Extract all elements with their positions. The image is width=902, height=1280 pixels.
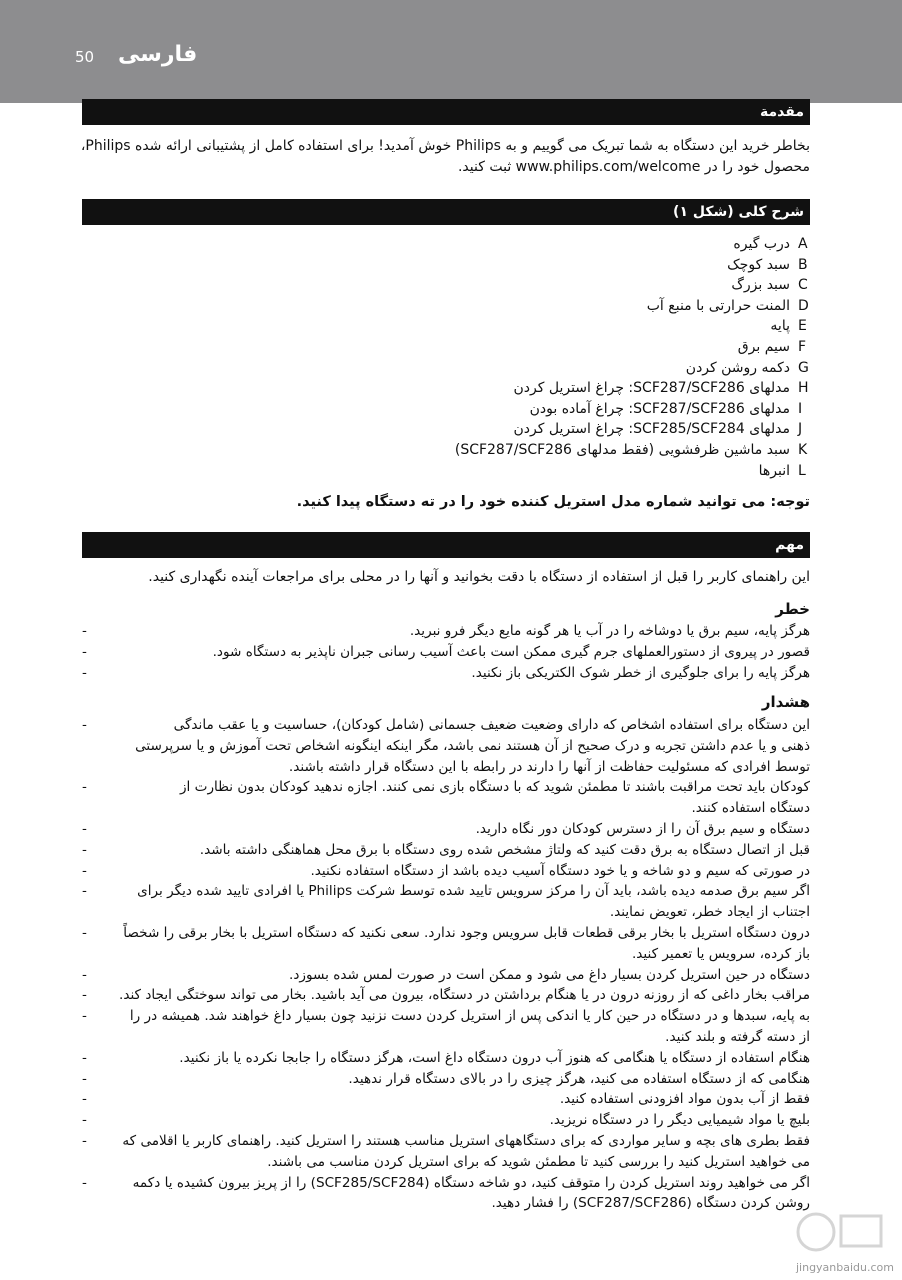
legend-description: مدلهای SCF287/SCF286: چراغ آماده بودن (529, 400, 790, 417)
list-item-line: قبل از اتصال دستگاه به برق دقت کنید که ولتاژ مشخص شده روی دستگاه با برق محل هماهنگی داشته باشد. (199, 841, 810, 858)
list-dash: - (82, 623, 87, 639)
list-item-line: دستگاه استفاده کنند. (691, 800, 810, 817)
language-title: فارسی (118, 42, 198, 67)
watermark-text: jingyanbaidu.com (795, 1261, 894, 1274)
page-header-bar (0, 0, 902, 103)
legend-item (300, 419, 820, 440)
parts-legend (300, 234, 820, 481)
legend-description: سبد بزرگ (731, 277, 790, 294)
legend-item (300, 337, 820, 358)
list-dash: - (82, 924, 87, 941)
list-item-line: هرگز پایه را برای جلوگیری از خطر شوک الکتریکی باز نکنید. (471, 664, 810, 681)
list-dash: - (82, 841, 87, 858)
list-dash: - (82, 862, 87, 879)
intro-text (70, 136, 810, 178)
intro-line-1: بخاطر خرید این دستگاه به شما تبریک می گوییم و به Philips خوش آمدید! برای استفاده کامل از پشتیبانی ارائه شده Philips، (80, 138, 810, 154)
list-dash: - (82, 1112, 87, 1129)
legend-letter: E (798, 318, 807, 335)
list-dash: - (82, 1008, 87, 1025)
legend-letter: B (798, 256, 808, 273)
legend-description: سیم برق (737, 338, 790, 355)
list-dash: - (82, 1132, 87, 1149)
section-title-important: مهم (82, 532, 810, 558)
legend-item (300, 255, 820, 276)
list-item (82, 861, 810, 882)
list-item (82, 840, 810, 861)
list-item (82, 715, 810, 777)
list-item (82, 1048, 810, 1069)
list-item (82, 1110, 810, 1131)
legend-description: پایه (770, 318, 790, 335)
list-item-line: دستگاه و سیم برق آن را از دسترس کودکان دور نگاه دارید. (475, 820, 810, 837)
legend-item (300, 440, 820, 461)
section-title-overview: شرح کلی (شکل ۱) (82, 199, 810, 225)
list-dash: - (82, 987, 87, 1004)
legend-letter: A (798, 236, 808, 252)
list-item-line: قصور در پیروی از دستورالعملهای جرم گیری ممکن است باعث آسیب رسانی جبران ناپذیر به دستگاه شود. (212, 643, 810, 660)
list-item (82, 985, 810, 1006)
legend-letter: H (798, 380, 809, 397)
section-title-intro: مقدمة (82, 99, 810, 125)
list-item-line: اگر می خواهید روند استریل کردن را متوقف کنید، دو شاخه دستگاه (SCF285/SCF284) را از پریز بیرون کشیده یا دکمه (132, 1174, 810, 1191)
list-item-line: از دسته گرفته و بلند کنید. (665, 1028, 810, 1045)
legend-item (300, 399, 820, 420)
legend-item (300, 316, 820, 337)
legend-description: مدلهای SCF285/SCF284: چراغ استریل کردن (513, 421, 790, 438)
legend-item (300, 378, 820, 399)
list-item-line: فقط از آب بدون مواد افزودنی استفاده کنید. (559, 1091, 810, 1108)
list-item-line: کودکان باید تحت مراقبت باشند تا مطمئن شوید که با دستگاه بازی نمی کنند. اجازه ندهید کودکان بدون نظارت از (179, 779, 810, 796)
legend-item (300, 275, 820, 296)
legend-letter: I (798, 400, 803, 417)
list-item (82, 663, 810, 684)
list-item (82, 1006, 810, 1048)
list-item-line: این دستگاه برای استفاده اشخاص که دارای وضعیت ضعیف جسمانی (شامل کودکان)، حساسیت و یا عقب ماندگی (173, 717, 810, 733)
page-number: 50 (75, 48, 95, 66)
list-item-line: روشن کردن دستگاه (SCF287/SCF286) را فشار دهید. (491, 1195, 810, 1212)
legend-item (300, 358, 820, 379)
list-item-line: اجتناب از ایجاد خطر، تعویض نمایند. (609, 904, 810, 921)
list-item-line: مراقب بخار داغی که از روزنه درون در یا هنگام برداشتن در دستگاه، بیرون می آید باشید. بخار می تواند سوختگی ایجاد کند. (119, 987, 810, 1004)
list-dash: - (82, 1091, 87, 1108)
list-item (82, 642, 810, 663)
list-item-line: فقط بطری های بچه و سایر مواردی که برای دستگاههای استریل مناسب هستند را استریل کنید. راهنمای کاربر یا اقلامی که (122, 1132, 810, 1149)
list-item-line: بلیچ یا مواد شیمیایی دیگر را در دستگاه نریزید. (549, 1112, 810, 1129)
list-dash: - (82, 717, 87, 733)
list-item-line: اگر سیم برق صدمه دیده باشد، باید آن را مرکز سرویس تایید شده توسط شرکت Philips یا افرادی تایید شده دیگر برای (137, 883, 810, 900)
legend-description: درب گیره (733, 236, 790, 252)
legend-letter: D (798, 297, 809, 314)
list-item-line: توسط افرادی که مسئولیت حفاظت از آنها را دارند در رابطه با این دستگاه قرار داشته باشند. (288, 758, 810, 775)
list-item (82, 881, 810, 923)
list-dash: - (82, 643, 87, 660)
list-dash: - (82, 1049, 87, 1066)
list-item-line: در صورتی که سیم و دو شاخه و یا خود دستگاه آسیب دیده باشد از دستگاه استفاده نکنید. (310, 862, 810, 879)
legend-letter: K (798, 441, 808, 458)
danger-list (82, 621, 810, 683)
list-item-line: هرگز پایه، سیم برق یا دوشاخه را در آب یا هر گونه مایع دیگر فرو نبرید. (409, 623, 810, 639)
legend-description: المنت حرارتی با منبع آب (646, 297, 790, 314)
list-item-line: هنگامی که از دستگاه استفاده می کنید، هرگز چیزی را در بالای دستگاه قرار ندهید. (348, 1070, 810, 1087)
list-dash: - (82, 1070, 87, 1087)
legend-description: مدلهای SCF287/SCF286: چراغ استریل کردن (513, 380, 790, 397)
important-intro: این راهنمای کاربر را قبل از استفاده از دستگاه با دقت بخوانید و آنها را در محلی برای مراجعات آینده نگهداری کنید. (148, 569, 810, 585)
list-item (82, 965, 810, 986)
list-item (82, 777, 810, 819)
list-item (82, 621, 810, 642)
list-dash: - (82, 820, 87, 837)
list-dash: - (82, 966, 87, 983)
list-dash: - (82, 883, 87, 900)
legend-letter: C (798, 277, 808, 294)
list-item (82, 1069, 810, 1090)
legend-item (300, 461, 820, 482)
list-dash: - (82, 779, 87, 796)
legend-description: دکمه روشن کردن (685, 359, 790, 376)
legend-letter: L (798, 462, 806, 479)
legend-letter: G (798, 359, 809, 376)
list-item (82, 1131, 810, 1173)
list-item (82, 819, 810, 840)
list-item-line: هنگام استفاده از دستگاه یا هنگامی که هنوز آب درون دستگاه داغ است، هرگز دستگاه را جابجا نکرده یا باز نکنید. (179, 1049, 810, 1066)
legend-item (300, 234, 820, 255)
list-dash: - (82, 1174, 87, 1191)
list-item (82, 1173, 810, 1215)
list-item-line: درون دستگاه استریل با بخار برقی قطعات قابل سرویس وجود ندارد. سعی نکنید که دستگاه استریل با بخار برقی را شخصاً (123, 924, 810, 941)
model-note: توجه: می توانید شماره مدل استریل کننده خود را در ته دستگاه پیدا کنید. (296, 494, 810, 510)
legend-letter: J (798, 421, 803, 438)
legend-letter: F (798, 338, 807, 355)
list-dash: - (82, 664, 87, 681)
legend-description: سبد ماشین ظرفشویی (فقط مدلهای SCF287/SCF286) (454, 441, 790, 458)
list-item (82, 923, 810, 965)
danger-heading: خطر (775, 600, 810, 618)
list-item-line: به پایه، سبدها و در دستگاه در حین کار یا اندکی پس از استریل کردن دست نزنید چون بسیار داغ خواهند شد. همیشه در را (129, 1008, 810, 1025)
list-item-line: باز کرده، سرویس یا تعمیر کنید. (631, 945, 810, 962)
warning-list (82, 715, 810, 1214)
list-item-line: می خواهید استریل کنید را بررسی کنید تا مطمئن شوید که برای استریل کردن مناسب می باشند. (267, 1153, 810, 1170)
warning-heading: هشدار (761, 693, 810, 711)
list-item-line: دستگاه در حین استریل کردن بسیار داغ می شود و ممکن است در صورت لمس شده بسوزد. (289, 966, 810, 983)
legend-description: سبد کوچک (727, 256, 790, 273)
legend-description: انبرها (758, 462, 790, 479)
list-item-line: ذهنی و یا عدم داشتن تجربه و درک صحیح از آن هستند نمی باشد، مگر اینکه اینگونه اشخاص تحت آموزش و یا سرپرستی (135, 737, 810, 754)
list-item (82, 1089, 810, 1110)
legend-item (300, 296, 820, 317)
intro-line-2: محصول خود را در www.philips.com/welcome ثبت کنید. (457, 159, 810, 175)
